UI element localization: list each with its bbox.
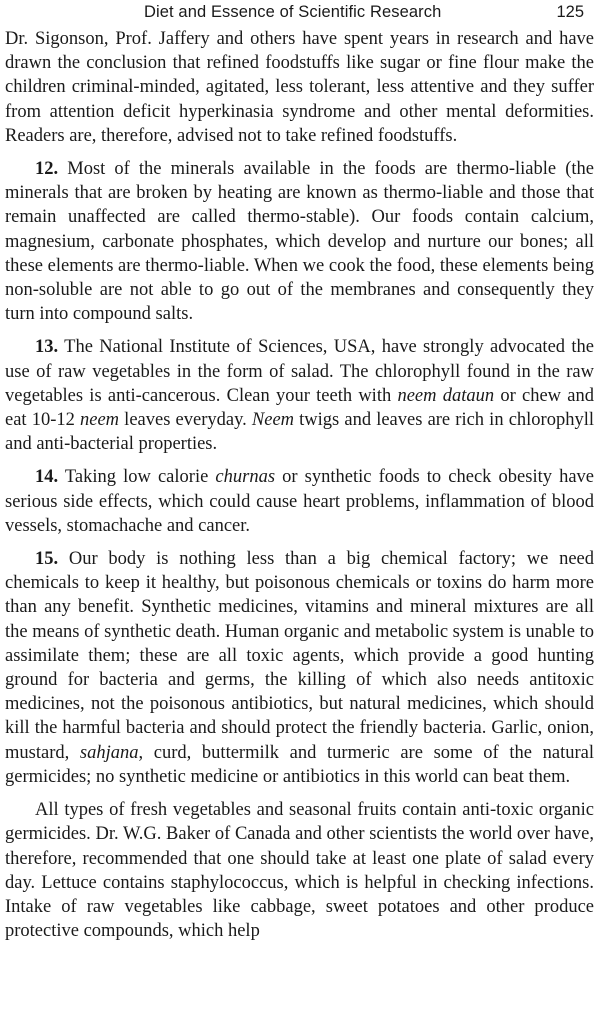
paragraph-text: twigs and leaves are rich in chlorophyll and anti-bacterial properties.	[5, 410, 594, 455]
paragraph-text: or chew and eat 10-12	[5, 385, 594, 431]
paragraph-text: All types of fresh vegetables and seasonal fruits contain anti-toxic organic germicides. Dr. W.G. Baker of Canada and other scientists the world over have, therefore, recommended that one should take at least one plate of salad every day. Lettuce contains staphylococcus, which is helpful in checking infections. Intake of raw vegetables like cabbage, sweet potatoes and other produce protective compounds, which help	[5, 800, 594, 942]
running-title: Diet and Essence of Scientific Research	[144, 3, 442, 21]
paragraph-text: Dr. Sigonson, Prof. Jaffery and others have spent years in research and have drawn the conclusion that refined foodstuffs like sugar or fine flour make the children criminal-minded, agitated, less tolerant, less attentive and they suffer from attention deficit hyperkinasia syndrome and other mental deformities. Readers are, therefore, advised not to take refined foodstuffs.	[5, 29, 594, 146]
paragraph-text: Taking low calorie	[58, 467, 216, 488]
point-number: 14.	[35, 467, 59, 488]
paragraph-text: , curd, buttermilk and turmeric are some of the natural germicides; no synthetic medicine or antibiotics in this world can beat them.	[5, 742, 594, 787]
running-header	[5, 0, 594, 27]
italic-term: neem	[80, 410, 120, 431]
paragraph-point-15	[5, 547, 594, 789]
italic-term: churnas	[215, 467, 276, 488]
italic-term: neem dataun	[397, 385, 495, 406]
paragraph-text: Most of the minerals available in the foods are thermo-liable (the minerals that are broken by heating are known as thermo-liable and those that remain unaffected are called thermo-stable). Our foods contain calcium, magnesium, carbonate phosphates, which develop and nurture our bones; all these elements are thermo-liable. When we cook the food, these elements being non-soluble are not able to go out of the membranes and consequently they turn into compound salts.	[5, 159, 594, 325]
paragraph-intro	[5, 27, 594, 148]
paragraph-point-12	[5, 157, 594, 326]
point-number: 15.	[35, 549, 59, 570]
page-number: 125	[556, 3, 584, 21]
paragraph-text: The National Institute of Sciences, USA, have strongly advocated the use of raw vegetables in the form of salad. The chlorophyll found in the raw vegetables is anti-cancerous. Clean your teeth with	[5, 337, 594, 406]
point-number: 12.	[35, 159, 59, 180]
paragraph-text: or synthetic foods to check obesity have serious side effects, which could cause heart problems, inflammation of blood vessels, stomachache and cancer.	[5, 467, 595, 536]
point-number: 13.	[35, 337, 59, 358]
paragraph-text: leaves everyday.	[119, 410, 252, 431]
paragraph-point-13	[5, 335, 594, 456]
paragraph-text: Our body is nothing less than a big chemical factory; we need chemicals to keep it healthy, but poisonous chemicals or toxins do harm more than any benefit. Synthetic medicines, vitamins and mineral mixtures are all the means of synthetic death. Human organic and metabolic system is unable to assimilate them; these are all toxic agents, which provide a good hunting ground for bacteria and germs, the killing of which also needs antitoxic medicines, not the poisonous antibiotics, but natural medicines, which should kill the harmful bacteria and should protect the friendly bacteria. Garlic, onion, mustard,	[5, 549, 594, 763]
paragraph-point-14	[5, 465, 594, 538]
italic-term: sahjana	[79, 742, 139, 763]
body-text	[5, 27, 594, 943]
italic-term: Neem	[251, 410, 295, 431]
paragraph-salad	[5, 798, 594, 943]
